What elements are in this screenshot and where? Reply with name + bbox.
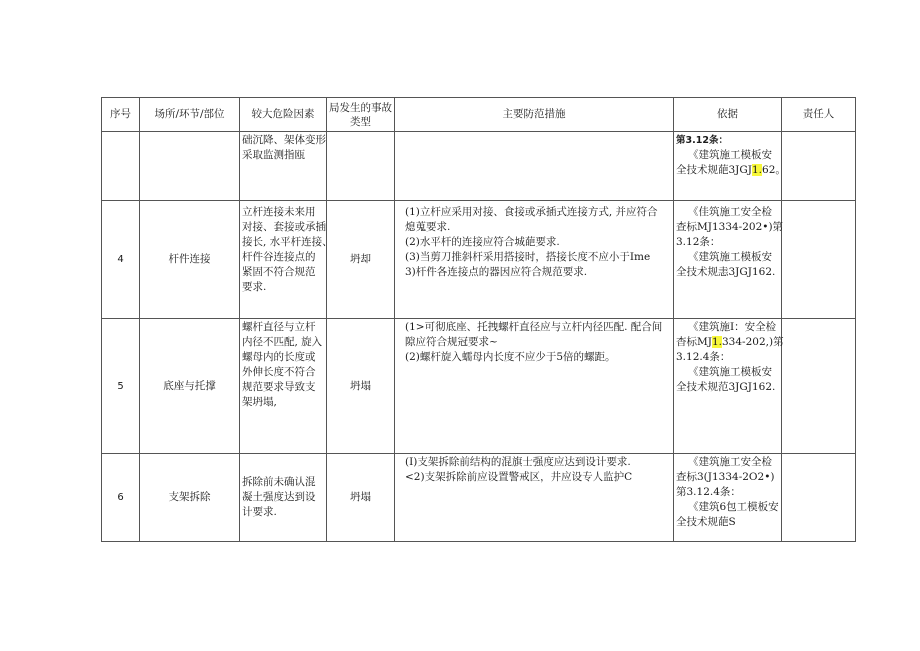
hazard-line: 对接、套接或承插 <box>242 221 326 233</box>
basis-line <box>676 335 784 350</box>
table-header-row <box>102 98 856 132</box>
basis-line <box>676 133 779 148</box>
row-hazard <box>240 454 327 542</box>
row-owner <box>782 132 856 201</box>
basis-line: 《建筑施I：安全检 <box>688 321 777 333</box>
row-owner <box>782 454 856 542</box>
hazard-line: 接长, 水平杆连接、 <box>242 236 333 248</box>
basis-line: 3.12条： <box>676 236 721 248</box>
row-owner <box>782 319 856 454</box>
basis-line: 第3.12.4条： <box>676 486 741 498</box>
basis-text: 第3.12条： <box>676 135 728 146</box>
hazard-line: 架坍塌, <box>242 396 277 408</box>
basis-line: 全技术规范3JGJ162. <box>676 381 776 393</box>
basis-line <box>676 163 786 178</box>
hazard-line: 内径不匹配, 旋入 <box>242 336 323 348</box>
measure-line: (1)立杆应采用对接、食接或承插式连接方式, 并应符合 <box>405 206 658 218</box>
basis-line: 3.12.4条： <box>676 351 731 363</box>
row-measures <box>395 319 674 454</box>
table-row <box>102 454 856 542</box>
hazard-line: 紧固不符合规范 <box>242 266 316 278</box>
hazard-line: 螺母内的长度或 <box>242 351 316 363</box>
row-accident <box>327 132 395 201</box>
header-accident-type <box>327 98 395 132</box>
header-accident-line2: 类型 <box>350 115 371 128</box>
measure-line: 3)杆件各连接点的器因应符合规范要求. <box>405 266 588 278</box>
measure-line: (3)当剪刀推斜杆采用搭接时，搭接长度不应小于Ime <box>405 251 651 263</box>
basis-text: 62。 <box>762 164 786 176</box>
hazard-line: 拆除前未确认混 <box>242 476 316 488</box>
highlight-mark: 1. <box>752 164 763 176</box>
measure-line: (2)水平杆的连接应符合城葩要求. <box>405 236 560 248</box>
row-basis <box>674 201 782 319</box>
row-basis <box>674 319 782 454</box>
row-place: 底座与托撑 <box>140 319 240 454</box>
basis-text: 334-202,)第 <box>722 336 784 348</box>
header-hazard: 较大危险因素 <box>240 98 327 132</box>
row-hazard <box>240 319 327 454</box>
row-place <box>140 132 240 201</box>
basis-line: 全技术规葩S <box>676 516 736 528</box>
row-no: 5 <box>102 319 140 454</box>
basis-line: 全技术规恚3JGJ162. <box>676 266 776 278</box>
row-measures <box>395 454 674 542</box>
row-accident: 坍塌 <box>327 454 395 542</box>
basis-line: 《佳筑施工安全检 <box>688 206 772 218</box>
row-basis <box>674 454 782 542</box>
row-hazard <box>240 201 333 319</box>
table-row <box>102 201 856 319</box>
measure-line: (1>可彻底座、托拽螺杆直径应与立杆内径匹配. 配合间 <box>405 321 663 333</box>
header-basis: 依据 <box>674 98 782 132</box>
basis-line: 《建筑施工模板安 <box>688 251 772 263</box>
measure-line: 隙应符合规冠要求~ <box>405 336 498 348</box>
measure-line: 熄蒐要求. <box>405 221 451 233</box>
header-owner: 责任人 <box>782 98 856 132</box>
basis-line: 查标3(J1334-2O2•) <box>676 471 775 483</box>
measure-line: <2)支架拆除前应设置警戒区，井应设专人监护C <box>405 471 633 483</box>
row-owner <box>782 201 856 319</box>
basis-line: 查标MJ1334-202•)第 <box>676 221 784 233</box>
row-accident: 坍塌 <box>327 319 395 454</box>
measure-line: (2)螺杆旋入蠕母内长度不应少于5倍的螺距。 <box>405 351 616 363</box>
table-row <box>102 319 856 454</box>
highlight-mark: 1. <box>711 336 722 348</box>
hazard-line: 规范要求导致支 <box>242 381 316 393</box>
row-basis <box>674 132 786 201</box>
header-accident-line1: 局发生的事故 <box>329 101 392 114</box>
basis-text: 杳标MJ <box>676 336 712 348</box>
header-place: 场所/环节/部位 <box>140 98 240 132</box>
hazard-table <box>101 97 856 542</box>
hazard-line: 采取监测指瓯 <box>242 149 305 161</box>
hazard-line: 要求. <box>242 281 267 293</box>
row-place: 杆件连接 <box>140 201 240 319</box>
row-place: 支架拆除 <box>140 454 240 542</box>
hazard-line: 杆件谷连接点的 <box>242 251 316 263</box>
basis-line: 《建筑施工安全检 <box>688 456 772 468</box>
hazard-line: 础沉降、架体变形 <box>242 134 326 146</box>
hazard-line: 立杆连接未来用 <box>242 206 316 218</box>
table-row <box>102 132 856 201</box>
basis-line: 《建筑6包工模板安 <box>688 501 779 513</box>
basis-line: 《建筑施工模板安 <box>688 366 772 378</box>
row-accident: 坍却 <box>327 201 395 319</box>
basis-line: 《建筑施工模板安 <box>688 149 772 161</box>
row-no: 4 <box>102 201 140 319</box>
row-no <box>102 132 140 201</box>
row-hazard <box>240 132 327 201</box>
header-measures: 主要防范措施 <box>395 98 674 132</box>
hazard-line: 计要求. <box>242 506 277 518</box>
basis-text: 全技术规葩3JGJ <box>676 164 752 176</box>
hazard-line: 外伸长度不符合 <box>242 366 316 378</box>
measure-line: (I)支架拆除前结构的混旗士强度应达到设计要求. <box>405 456 631 468</box>
row-no: 6 <box>102 454 140 542</box>
row-measures <box>395 132 674 201</box>
header-no: 序号 <box>102 98 140 132</box>
hazard-line: 螺杆直径与立杆 <box>242 321 316 333</box>
hazard-line: 凝土强度达到设 <box>242 491 316 503</box>
row-measures <box>395 201 674 319</box>
